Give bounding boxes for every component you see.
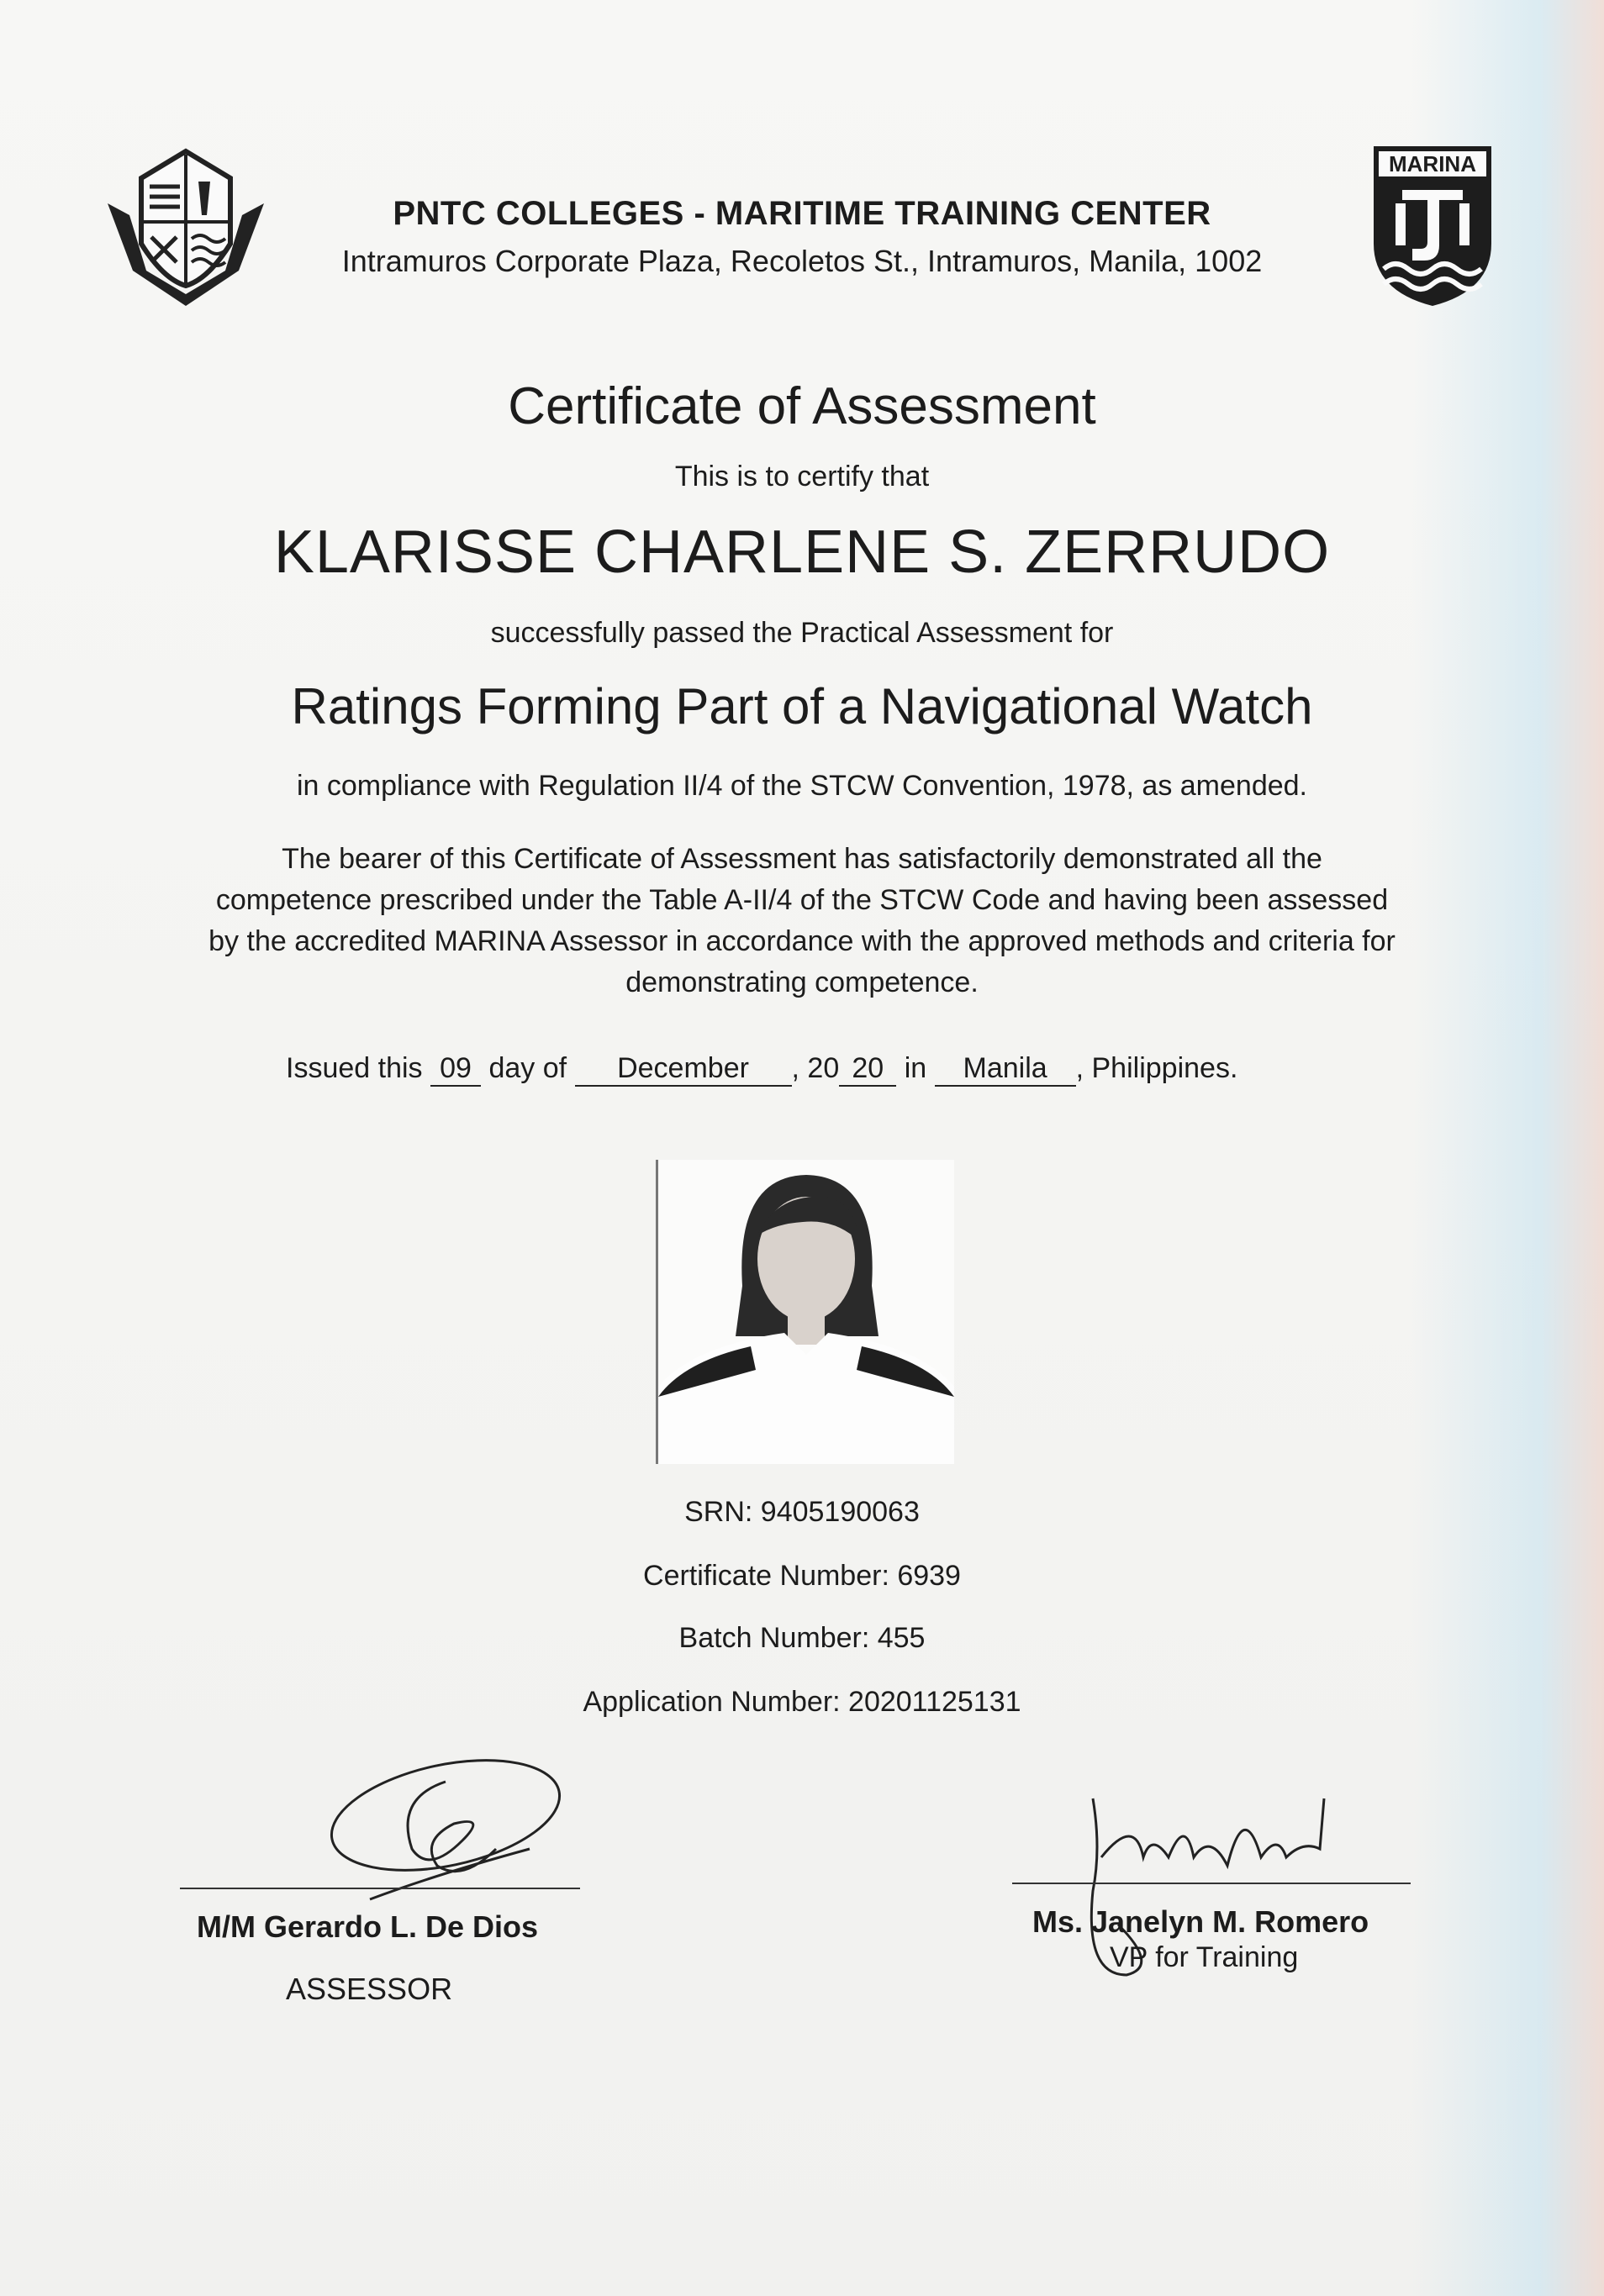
issued-month: December — [575, 1052, 792, 1087]
compliance-line: in compliance with Regulation II/4 of the STCW Convention, 1978, as amended. — [296, 770, 1307, 802]
vp-name: Ms. Janelyn M. Romero — [1032, 1904, 1369, 1939]
application-number-line: Application Number: 20201125131 — [583, 1686, 1021, 1718]
assessor-signature-line — [180, 1888, 580, 1889]
vp-signature-line — [1012, 1883, 1411, 1884]
issued-prefix: Issued this — [286, 1052, 423, 1084]
batch-number-line: Batch Number: 455 — [678, 1622, 926, 1654]
certificate-number-line: Certificate Number: 6939 — [643, 1560, 961, 1592]
certificate-body: The bearer of this Certificate of Assessment has satisfactorily demonstrated all the competence prescribed under the Table A-II/4 of the STCW Code and having been assessed by the accredited MARINA Assessor in accordance with the approved methods and criteria for demonstrating competence. — [208, 843, 1396, 998]
passed-line: successfully passed the Practical Assessment for — [490, 617, 1114, 649]
holder-name: KLARISSE CHARLENE S. ZERRUDO — [273, 519, 1331, 586]
issued-suffix: , Philippines. — [1075, 1052, 1238, 1084]
issued-day: 09 — [430, 1052, 481, 1087]
marina-logo-text: MARINA — [1389, 151, 1476, 176]
vp-role: VP for Training — [1110, 1941, 1299, 1973]
holder-photo — [656, 1160, 954, 1464]
assessor-role: ASSESSOR — [286, 1972, 453, 2006]
srn-line: SRN: 9405190063 — [684, 1496, 920, 1528]
course-title: Ratings Forming Part of a Navigational Watch — [291, 678, 1313, 735]
institution-name: PNTC COLLEGES - MARITIME TRAINING CENTER — [393, 195, 1211, 232]
issued-year: 20 — [839, 1052, 896, 1087]
issued-city: Manila — [935, 1052, 1076, 1087]
certify-line: This is to certify that — [674, 461, 930, 492]
assessor-signature — [319, 1748, 572, 1916]
issued-line — [286, 1052, 1237, 1087]
issued-in: in — [904, 1052, 927, 1084]
issued-day-of: day of — [488, 1052, 567, 1084]
issued-year-prefix: , 20 — [791, 1052, 840, 1084]
certificate-title: Certificate of Assessment — [508, 377, 1096, 435]
assessor-name: M/M Gerardo L. De Dios — [197, 1909, 539, 1944]
institution-address: Intramuros Corporate Plaza, Recoletos St., Intramuros, Manila, 1002 — [341, 244, 1263, 278]
